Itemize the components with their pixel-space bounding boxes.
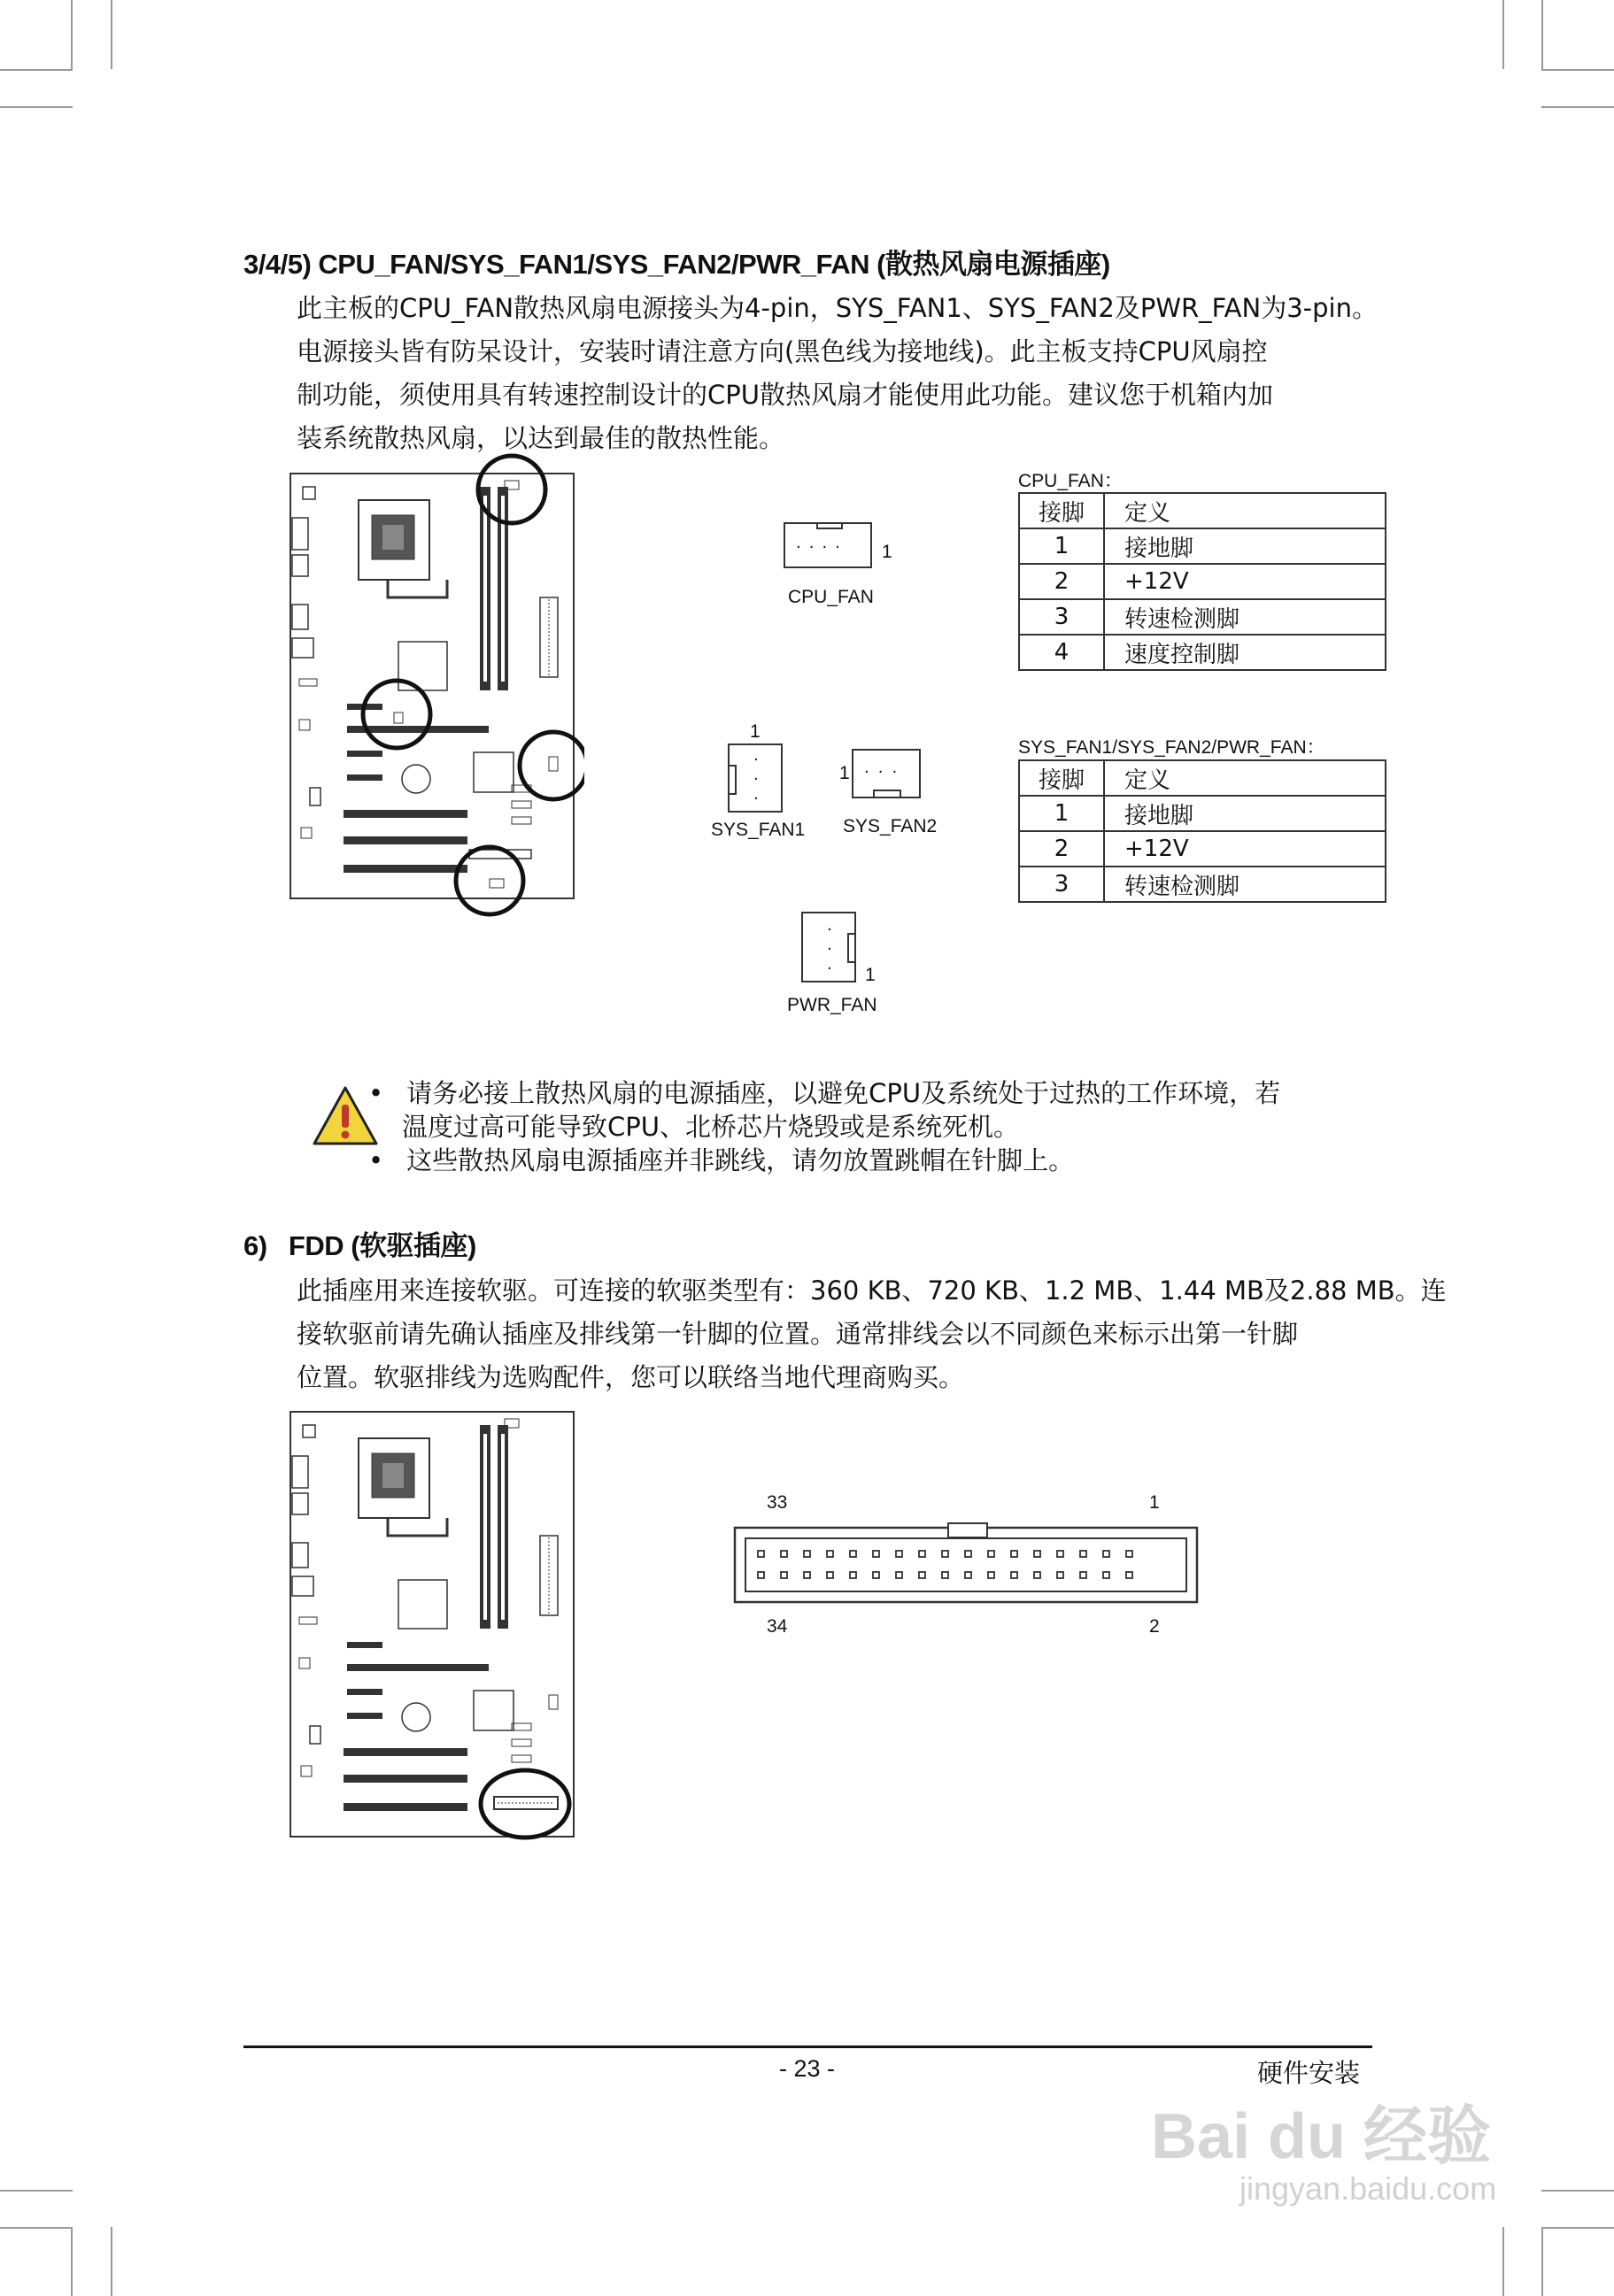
baidu-watermark-url: jingyan.baidu.com (1239, 2170, 1497, 2207)
pin-definition: 接地脚 (1104, 528, 1386, 564)
crop-mark (1502, 0, 1504, 69)
section-heading-fan: 3/4/5) CPU_FAN/SYS_FAN1/SYS_FAN2/PWR_FAN (散热风扇电源插座) (243, 249, 1110, 280)
pin-number: 1 (1019, 528, 1104, 564)
table-row (1019, 528, 1386, 564)
pwr-fan-label: PWR_FAN (787, 995, 877, 1015)
warning-list (368, 1076, 1280, 1177)
fdd-pin (1126, 1551, 1132, 1557)
fdd-pin-label-1: 1 (1149, 1492, 1160, 1513)
pin-number: 3 (1019, 867, 1104, 902)
crop-mark (0, 2227, 73, 2229)
crop-mark (1541, 2227, 1614, 2229)
fdd-pin (873, 1572, 879, 1578)
fdd-pin (1080, 1572, 1086, 1578)
fdd-pin (758, 1572, 764, 1578)
fdd-pin (965, 1551, 971, 1557)
fdd-pin (850, 1551, 856, 1557)
fdd-pin (988, 1572, 994, 1578)
fdd-pin (1103, 1551, 1109, 1557)
crop-mark (0, 69, 73, 71)
cpu-fan-connector: ···· (784, 522, 872, 568)
warning-text: 温度过高可能导致CPU、北桥芯片烧毁或是系统死机。 (402, 1112, 1019, 1142)
fdd-pin (758, 1551, 764, 1557)
warning-text: 请务必接上散热风扇的电源插座，以避免CPU及系统处于过热的工作环境，若 (406, 1078, 1281, 1108)
fdd-pin (988, 1551, 994, 1557)
sys-fan2-connector: ··· (852, 749, 921, 798)
fdd-pin (1057, 1572, 1063, 1578)
pin-one-label: 1 (750, 721, 761, 742)
table-row (1019, 831, 1386, 867)
fdd-pin (1011, 1572, 1017, 1578)
fdd-pin (919, 1551, 925, 1557)
sys-fan1-label: SYS_FAN1 (711, 820, 806, 840)
pin-one-label: 1 (839, 763, 850, 783)
pin-number: 4 (1019, 635, 1104, 670)
fdd-pin (965, 1572, 971, 1578)
section-heading-fdd: 6) FDD (软驱插座) (243, 1230, 476, 1261)
paragraph-line: 接软驱前请先确认插座及排线第一针脚的位置。通常排线会以不同颜色来标示出第一针脚 (297, 1319, 1299, 1349)
paragraph-line: 装系统散热风扇，以达到最佳的散热性能。 (297, 423, 785, 453)
fdd-pin (1011, 1551, 1017, 1557)
fdd-pin (1034, 1551, 1040, 1557)
fdd-pin (804, 1551, 810, 1557)
cpu-fan-table-caption: CPU_FAN： (1018, 471, 1123, 491)
pin-definition: 转速检测脚 (1104, 599, 1386, 635)
pin-definition: 转速检测脚 (1104, 867, 1386, 902)
table-row (1019, 599, 1386, 635)
fdd-pin-label-33: 33 (767, 1492, 788, 1513)
table-header-row (1019, 760, 1386, 796)
pin-one-label: 1 (865, 965, 876, 985)
table-row (1019, 796, 1386, 831)
paragraph-line: 电源接头皆有防呆设计，安装时请注意方向(黑色线为接地线)。此主板支持CPU风扇控 (297, 336, 1268, 366)
table-row (1019, 564, 1386, 599)
fdd-pin (850, 1572, 856, 1578)
fdd-pin (827, 1551, 833, 1557)
table-header: 接脚 (1019, 760, 1104, 796)
crop-mark (111, 2227, 112, 2296)
fdd-pin (896, 1551, 902, 1557)
crop-mark (1541, 69, 1614, 71)
bullet: • (368, 1145, 384, 1175)
fdd-pin (1034, 1572, 1040, 1578)
pin-number: 2 (1019, 831, 1104, 867)
crop-mark (1541, 0, 1543, 69)
crop-mark (1541, 106, 1614, 108)
sys-fan-pin-table (1018, 759, 1386, 903)
fan-description (297, 287, 1378, 460)
fdd-pin (781, 1572, 787, 1578)
fdd-pin (919, 1572, 925, 1578)
crop-mark (1541, 2190, 1614, 2192)
page-number: - 23 - (779, 2055, 836, 2082)
fdd-pin-label-34: 34 (767, 1616, 788, 1637)
pin-definition: +12V (1104, 564, 1386, 599)
fdd-pin-label-2: 2 (1149, 1616, 1160, 1637)
crop-mark (0, 2190, 73, 2192)
motherboard-diagram-fan (283, 447, 584, 925)
table-header-row (1019, 493, 1386, 528)
fdd-pin (1080, 1551, 1086, 1557)
pin-number: 2 (1019, 564, 1104, 599)
paragraph-line: 此插座用来连接软驱。可连接的软驱类型有：360 KB、720 KB、1.2 MB、1.44 MB及2.88 MB。连 (297, 1275, 1447, 1306)
footer-rule (243, 2046, 1372, 2048)
paragraph-line: 此主板的CPU_FAN散热风扇电源接头为4-pin，SYS_FAN1、SYS_FAN2及PWR_FAN为3-pin。 (297, 293, 1378, 323)
fdd-pin (804, 1572, 810, 1578)
baidu-watermark-logo: Bai du 经验 (1151, 2101, 1492, 2172)
pwr-fan-connector: · · · (801, 912, 856, 982)
fdd-connector-diagram (731, 1521, 1201, 1604)
sys-fan1-connector: · · · (728, 744, 783, 813)
table-row (1019, 867, 1386, 902)
crop-mark (0, 106, 73, 108)
pin-definition: 速度控制脚 (1104, 635, 1386, 670)
fdd-pin (781, 1551, 787, 1557)
fdd-pin (896, 1572, 902, 1578)
footer-section: 硬件安装 (1257, 2058, 1361, 2088)
cpu-fan-pin-table (1018, 492, 1386, 671)
paragraph-line: 制功能，须使用具有转速控制设计的CPU散热风扇才能使用此功能。建议您于机箱内加 (297, 380, 1273, 410)
table-header: 定义 (1104, 760, 1386, 796)
crop-mark (1502, 2227, 1504, 2296)
fdd-pin (942, 1572, 948, 1578)
fdd-pin (1126, 1572, 1132, 1578)
crop-mark (71, 2227, 73, 2296)
sys-fan-table-caption: SYS_FAN1/SYS_FAN2/PWR_FAN： (1018, 737, 1325, 758)
pin-number: 3 (1019, 599, 1104, 635)
pin-one-label: 1 (882, 542, 892, 562)
pin-number: 1 (1019, 796, 1104, 831)
warning-item (368, 1144, 1280, 1177)
table-header: 定义 (1104, 493, 1386, 528)
fdd-description (297, 1269, 1447, 1399)
paragraph-line: 位置。软驱排线为选购配件，您可以联络当地代理商购买。 (297, 1362, 965, 1392)
fdd-pin (1103, 1572, 1109, 1578)
table-header: 接脚 (1019, 493, 1104, 528)
warning-text: 这些散热风扇电源插座并非跳线，请勿放置跳帽在针脚上。 (406, 1145, 1075, 1175)
table-row (1019, 635, 1386, 670)
crop-mark (1541, 2227, 1543, 2296)
bullet: • (368, 1078, 384, 1108)
crop-mark (71, 0, 73, 69)
fdd-pin (942, 1551, 948, 1557)
fdd-pin (827, 1572, 833, 1578)
pin-definition: +12V (1104, 831, 1386, 867)
cpu-fan-label: CPU_FAN (788, 587, 874, 607)
fdd-pin-grid (758, 1551, 1132, 1578)
crop-mark (111, 0, 112, 69)
fdd-pin (873, 1551, 879, 1557)
sys-fan2-label: SYS_FAN2 (843, 816, 938, 836)
motherboard-diagram-fdd (283, 1407, 584, 1841)
pin-definition: 接地脚 (1104, 796, 1386, 831)
warning-item (368, 1076, 1280, 1110)
fdd-pin (1057, 1551, 1063, 1557)
